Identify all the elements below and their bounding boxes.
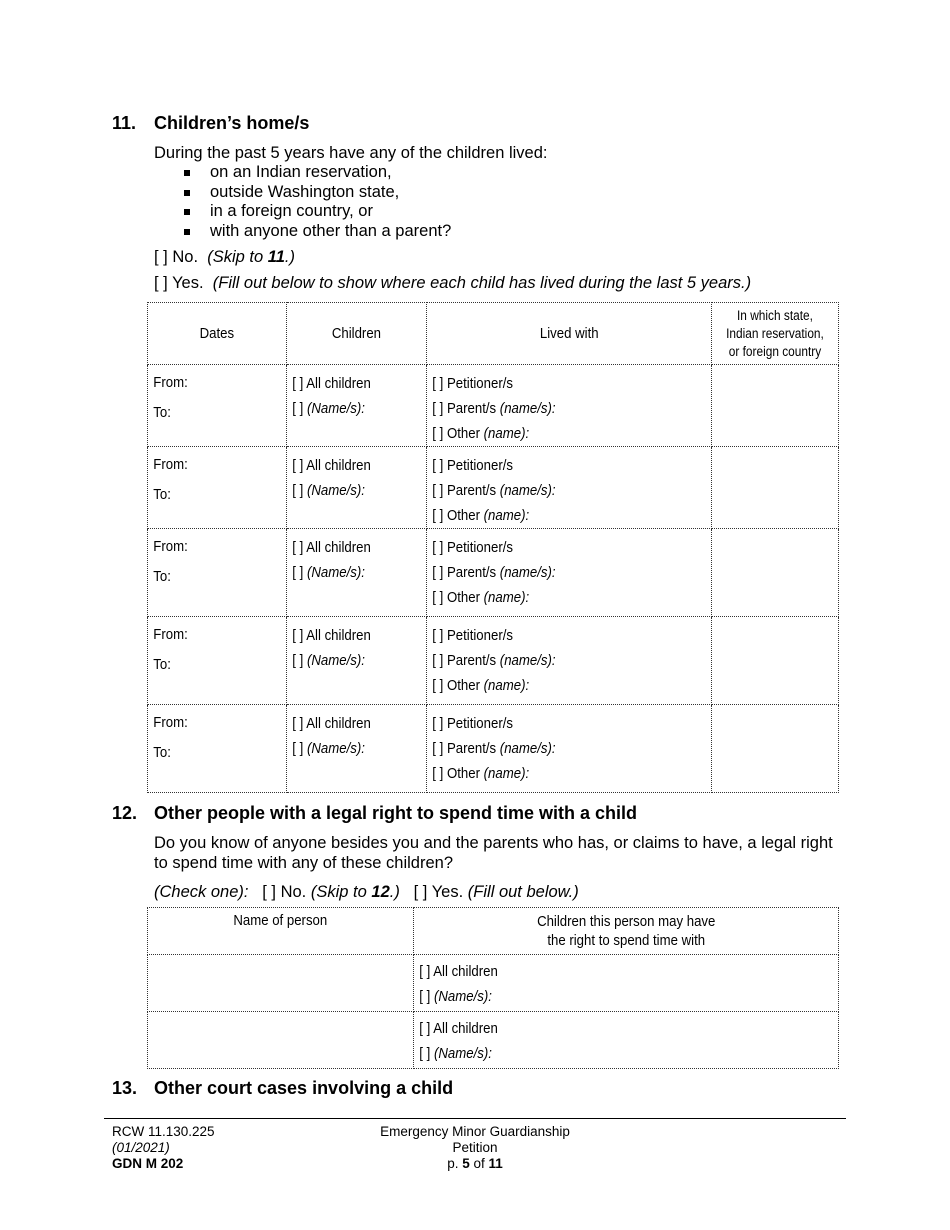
state-field[interactable]	[712, 529, 839, 617]
checkbox[interactable]: [ ]	[431, 507, 443, 524]
checkbox[interactable]: [ ]	[431, 425, 443, 442]
list-item: in a foreign country, or	[154, 202, 754, 222]
section-12-number: 12.	[112, 803, 138, 823]
checkbox[interactable]: [ ]	[431, 627, 443, 644]
table-row	[148, 447, 839, 529]
legal-right-table	[147, 907, 839, 1069]
all-children-option[interactable]: [ ] All children	[291, 539, 371, 556]
section-11-bullet-list	[154, 163, 754, 241]
parent-option[interactable]: [ ] Parent/s (name/s):	[431, 400, 556, 417]
checkbox[interactable]: [ ]	[431, 765, 443, 782]
all-children-option[interactable]: [ ] All children	[291, 715, 371, 732]
parent-option[interactable]: [ ] Parent/s (name/s):	[431, 564, 556, 581]
all-children-option[interactable]: [ ] All children	[291, 627, 371, 644]
table-row	[148, 365, 839, 447]
footer-rcw: RCW 11.130.225	[112, 1124, 215, 1139]
section-13-title: Other court cases involving a child	[154, 1078, 454, 1098]
header-lived-with: Lived with	[539, 325, 599, 342]
to-field[interactable]: To:	[153, 656, 171, 673]
checkbox-yes[interactable]: [ ]	[413, 883, 428, 901]
all-children-option[interactable]: [ ] All children	[418, 1020, 498, 1037]
names-option[interactable]: [ ] (Name/s):	[418, 1045, 492, 1062]
footer-left	[112, 1124, 215, 1172]
checkbox-no[interactable]: [ ]	[154, 248, 168, 266]
checkbox[interactable]: [ ]	[431, 715, 443, 732]
person-name-field[interactable]	[148, 1012, 414, 1069]
state-field[interactable]	[712, 447, 839, 529]
checkbox[interactable]: [ ]	[291, 457, 303, 474]
to-field[interactable]: To:	[153, 744, 171, 761]
section-11-number: 11.	[112, 113, 137, 133]
to-field[interactable]: To:	[153, 404, 171, 421]
other-option[interactable]: [ ] Other (name):	[431, 589, 529, 606]
checkbox[interactable]: [ ]	[291, 715, 303, 732]
table-row	[148, 705, 839, 793]
other-option[interactable]: [ ] Other (name):	[431, 507, 529, 524]
state-field[interactable]	[712, 617, 839, 705]
parent-option[interactable]: [ ] Parent/s (name/s):	[431, 740, 556, 757]
children-homes-table	[147, 302, 839, 793]
footer-center	[325, 1124, 625, 1172]
header-children-line-2: the right to spend time with	[546, 932, 705, 949]
names-option[interactable]: [ ] (Name/s):	[418, 988, 492, 1005]
petitioner-option[interactable]: [ ] Petitioner/s	[431, 539, 513, 556]
from-field[interactable]: From:	[153, 374, 188, 391]
other-option[interactable]: [ ] Other (name):	[431, 765, 529, 782]
header-state-line-3: or foreign country	[728, 343, 822, 359]
list-item: on an Indian reservation,	[154, 163, 754, 183]
checkbox[interactable]: [ ]	[418, 988, 430, 1005]
petitioner-option[interactable]: [ ] Petitioner/s	[431, 627, 513, 644]
table-row	[148, 1012, 839, 1069]
checkbox[interactable]: [ ]	[431, 457, 443, 474]
section-12-intro: Do you know of anyone besides you and the parents who has, or claims to have, a legal right to spend time with any of these children?	[154, 834, 833, 872]
list-item: outside Washington state,	[154, 183, 754, 203]
footer-title-line-1: Emergency Minor Guardianship	[380, 1124, 570, 1139]
section-11-yes-option: [ ] Yes. (Fill out below to show where each child has lived during the last 5 years.)	[154, 274, 752, 292]
checkbox[interactable]: [ ]	[431, 539, 443, 556]
footer-page-number: p. 5 of 11	[447, 1156, 503, 1171]
all-children-option[interactable]: [ ] All children	[291, 375, 371, 392]
table-row	[148, 955, 839, 1012]
table-header-row	[148, 303, 839, 365]
section-11-no-option: [ ] No. (Skip to 11.)	[154, 248, 295, 266]
checkbox[interactable]: [ ]	[431, 564, 443, 581]
from-field[interactable]: From:	[153, 626, 188, 643]
checkbox[interactable]: [ ]	[418, 1020, 430, 1037]
footer-date: (01/2021)	[112, 1140, 170, 1155]
header-dates: Dates	[199, 325, 235, 342]
checkbox[interactable]: [ ]	[291, 375, 303, 392]
header-children: Children	[331, 325, 381, 342]
checkbox[interactable]: [ ]	[431, 677, 443, 694]
names-option[interactable]: [ ] (Name/s):	[291, 740, 365, 757]
from-field[interactable]: From:	[153, 538, 188, 555]
checkbox[interactable]: [ ]	[291, 400, 303, 417]
header-state-line-1: In which state,	[737, 307, 813, 323]
to-field[interactable]: To:	[153, 568, 171, 585]
section-13-number: 13.	[112, 1078, 138, 1098]
checkbox[interactable]: [ ]	[291, 482, 303, 499]
footer-form-number: GDN M 202	[112, 1156, 184, 1171]
names-option[interactable]: [ ] (Name/s):	[291, 652, 365, 669]
petitioner-option[interactable]: [ ] Petitioner/s	[431, 457, 513, 474]
from-field[interactable]: From:	[153, 714, 188, 731]
header-state-line-2: Indian reservation,	[726, 325, 824, 341]
names-option[interactable]: [ ] (Name/s):	[291, 400, 365, 417]
checkbox[interactable]: [ ]	[291, 564, 303, 581]
checkbox[interactable]: [ ]	[291, 539, 303, 556]
names-option[interactable]: [ ] (Name/s):	[291, 482, 365, 499]
section-12-check-one: (Check one): [ ] No. (Skip to 12.) [ ] Yes. (Fill out below.)	[154, 883, 579, 901]
state-field[interactable]	[712, 705, 839, 793]
checkbox-no[interactable]: [ ]	[262, 883, 276, 901]
checkbox[interactable]: [ ]	[291, 740, 303, 757]
other-option[interactable]: [ ] Other (name):	[431, 425, 529, 442]
section-12-title: Other people with a legal right to spend time with a child	[154, 803, 638, 823]
checkbox[interactable]: [ ]	[291, 652, 303, 669]
state-field[interactable]	[712, 365, 839, 447]
person-name-field[interactable]	[148, 955, 414, 1012]
checkbox[interactable]: [ ]	[418, 1045, 430, 1062]
parent-option[interactable]: [ ] Parent/s (name/s):	[431, 652, 556, 669]
to-field[interactable]: To:	[153, 486, 171, 503]
checkbox[interactable]: [ ]	[291, 627, 303, 644]
checkbox[interactable]: [ ]	[418, 963, 430, 980]
header-name-of-person: Name of person	[233, 912, 328, 929]
table-row	[148, 617, 839, 705]
section-11-title: Children’s home/s	[154, 113, 310, 133]
all-children-option[interactable]: [ ] All children	[291, 457, 371, 474]
parent-option[interactable]: [ ] Parent/s (name/s):	[431, 482, 556, 499]
checkbox[interactable]: [ ]	[431, 740, 443, 757]
other-option[interactable]: [ ] Other (name):	[431, 677, 529, 694]
checkbox[interactable]: [ ]	[431, 652, 443, 669]
checkbox[interactable]: [ ]	[431, 375, 443, 392]
footer-divider	[104, 1118, 846, 1119]
checkbox[interactable]: [ ]	[431, 482, 443, 499]
petitioner-option[interactable]: [ ] Petitioner/s	[431, 375, 513, 392]
header-children-line-1: Children this person may have	[536, 913, 715, 930]
petitioner-option[interactable]: [ ] Petitioner/s	[431, 715, 513, 732]
checkbox[interactable]: [ ]	[431, 400, 443, 417]
section-11-intro: During the past 5 years have any of the children lived:	[154, 144, 548, 162]
table-header-row	[148, 908, 839, 955]
all-children-option[interactable]: [ ] All children	[418, 963, 498, 980]
names-option[interactable]: [ ] (Name/s):	[291, 564, 365, 581]
footer-title-line-2: Petition	[452, 1140, 498, 1155]
table-row	[148, 529, 839, 617]
list-item: with anyone other than a parent?	[154, 222, 754, 242]
checkbox[interactable]: [ ]	[431, 589, 443, 606]
from-field[interactable]: From:	[153, 456, 188, 473]
checkbox-yes[interactable]: [ ]	[154, 274, 168, 292]
